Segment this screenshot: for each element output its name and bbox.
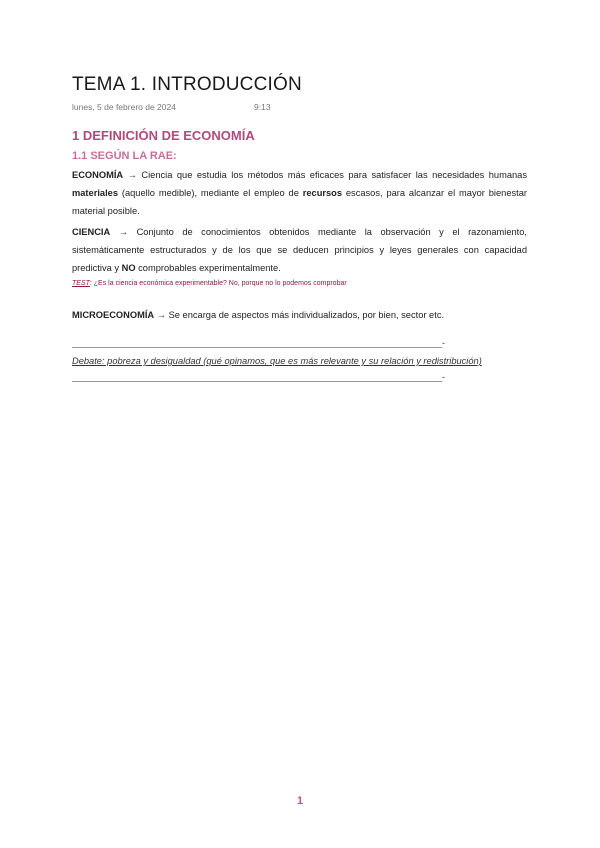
- page-title: TEMA 1. INTRODUCCIÓN: [72, 74, 302, 95]
- micro-text: Se encarga de aspectos más individualizados, por bien, sector etc.: [166, 310, 445, 320]
- divider-line: _____________________________________________________________________________-: [72, 372, 445, 382]
- section-heading: 1 DEFINICIÓN DE ECONOMÍA: [72, 128, 255, 143]
- test-note: [72, 280, 347, 287]
- time-text: 9:13: [254, 102, 271, 112]
- divider-line: _____________________________________________________________________________-: [72, 338, 445, 348]
- timestamp: [72, 102, 271, 112]
- microeconomia-definition: [72, 306, 444, 324]
- arrow-symbol: →: [127, 170, 137, 180]
- arrow-symbol: →: [156, 310, 167, 320]
- ciencia-text-b: comprobables experimentalmente.: [135, 263, 281, 273]
- economia-text-a: Ciencia que estudia los métodos más eficaces para satisfacer las necesidades humanas: [136, 170, 527, 180]
- micro-term: MICROECONOMÍA: [72, 310, 155, 320]
- test-label: TEST: [72, 280, 90, 287]
- materiales-bold: materiales: [72, 188, 118, 198]
- date-text: lunes, 5 de febrero de 2024: [72, 102, 176, 112]
- no-bold: NO: [121, 263, 136, 273]
- test-text: : ¿Es la ciencia económica experimentable? No, porque no lo podemos comprobar: [89, 280, 347, 287]
- debate-note: Debate: pobreza y desigualdad (qué opinamos, que es más relevante y su relación y redistribución): [72, 356, 482, 366]
- economia-text-c: escasos, para alcanzar el mayor bienestar material posible.: [72, 188, 527, 216]
- arrow-symbol: →: [118, 227, 129, 237]
- ciencia-definition: [72, 223, 527, 277]
- ciencia-text-a: Conjunto de conocimientos obtenidos mediante la observación y el razonamiento, sistemáticamente estructurados y de los que se deducen principios y leyes generales con capacidad predictiva y: [72, 227, 527, 273]
- economia-definition: [72, 166, 527, 220]
- economia-text-b: (aquello medible), mediante el empleo de: [118, 188, 303, 198]
- economia-term: ECONOMÍA: [72, 170, 124, 180]
- recursos-bold: recursos: [302, 188, 343, 198]
- page-number: 1: [296, 795, 304, 807]
- subsection-heading: 1.1 SEGÚN LA RAE:: [72, 150, 177, 162]
- ciencia-term: CIENCIA: [72, 227, 111, 237]
